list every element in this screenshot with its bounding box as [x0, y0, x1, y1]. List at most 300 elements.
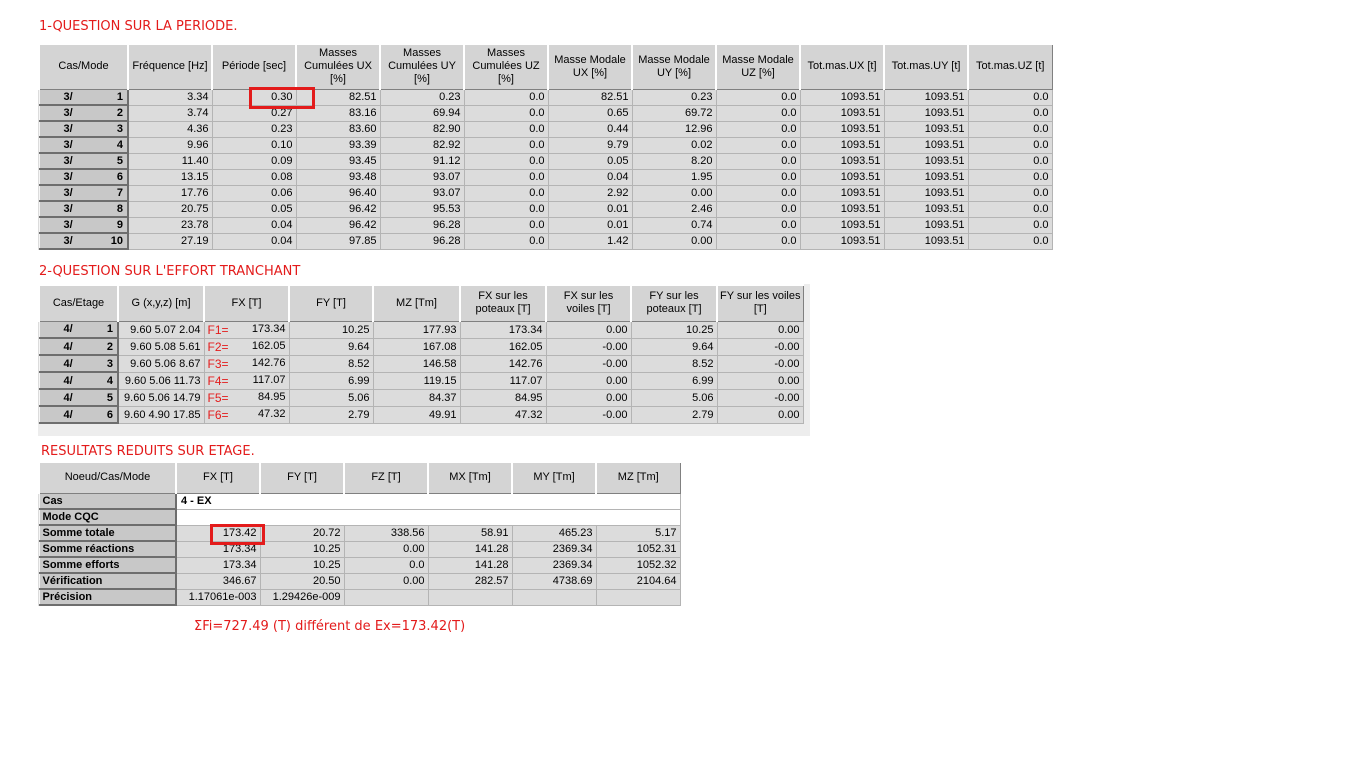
table-cell: 0.0 — [968, 217, 1052, 233]
mode-label: Mode CQC — [39, 509, 176, 525]
table-cell: 1093.51 — [884, 105, 968, 121]
table-cell: 1093.51 — [800, 217, 884, 233]
force-value: 117.07 — [252, 373, 286, 386]
row-label[interactable]: Somme réactions — [39, 541, 176, 557]
table-cell: 1093.51 — [800, 169, 884, 185]
table-cell: 9.96 — [128, 137, 212, 153]
table-cell: 49.91 — [373, 406, 460, 423]
row-case: 3/ — [63, 139, 73, 151]
table-cell: 1093.51 — [800, 153, 884, 169]
table-cell: 177.93 — [373, 321, 460, 338]
row-header[interactable] — [39, 406, 118, 423]
row-mode: 1 — [116, 90, 123, 103]
column-header[interactable]: MX [Tm] — [428, 462, 512, 493]
table-cell: 4.36 — [128, 121, 212, 137]
table-cell: 8.20 — [632, 153, 716, 169]
table-cell: 10.25 — [289, 321, 373, 338]
table-cell: 173.34 — [176, 541, 260, 557]
table-cell: 0.74 — [632, 217, 716, 233]
table-cell: 0.0 — [968, 233, 1052, 249]
table-header-row — [39, 44, 1052, 89]
table-cell: 0.0 — [968, 169, 1052, 185]
table-header-row — [39, 285, 803, 321]
row-case: 3/ — [63, 123, 73, 135]
column-header[interactable]: Période [sec] — [212, 44, 296, 89]
table-cell: 0.0 — [716, 217, 800, 233]
row-floor: 6 — [106, 408, 113, 421]
table-cell: 0.0 — [716, 89, 800, 105]
table-cell: 5.06 — [289, 389, 373, 406]
highlight-box-period — [249, 87, 315, 109]
fx-cell — [204, 338, 289, 355]
row-header[interactable] — [39, 105, 128, 121]
table-cell: 162.05 — [460, 338, 546, 355]
row-mode: 5 — [116, 155, 123, 167]
table-cell: 167.08 — [373, 338, 460, 355]
table-cell: 346.67 — [176, 573, 260, 589]
column-header[interactable]: Cas/Mode — [39, 44, 128, 89]
table-cell: 20.75 — [128, 201, 212, 217]
row-floor: 5 — [106, 391, 113, 404]
table-row — [39, 589, 680, 605]
row-header[interactable] — [39, 389, 118, 406]
table-cell: 0.00 — [717, 406, 803, 423]
table-cell: 47.32 — [460, 406, 546, 423]
mode-row — [39, 509, 680, 525]
table-cell: 93.07 — [380, 169, 464, 185]
table-cell: 0.00 — [546, 372, 631, 389]
row-header[interactable] — [39, 89, 128, 105]
centroid-cell: 9.60 5.06 14.79 — [118, 389, 204, 406]
column-header[interactable]: FY [T] — [289, 285, 373, 321]
table-cell: 282.57 — [428, 573, 512, 589]
table-cell: 141.28 — [428, 541, 512, 557]
table-cell: 0.0 — [464, 121, 548, 137]
table-cell: 1.42 — [548, 233, 632, 249]
reduced-results-table — [38, 461, 681, 606]
table-cell: 95.53 — [380, 201, 464, 217]
table-cell: 5.17 — [596, 525, 680, 541]
table-cell: 84.95 — [460, 389, 546, 406]
table-cell — [344, 589, 428, 605]
centroid-cell: 9.60 5.07 2.04 — [118, 321, 204, 338]
table-cell: 8.52 — [289, 355, 373, 372]
table-cell: 0.0 — [716, 233, 800, 249]
table-cell: 1093.51 — [884, 185, 968, 201]
table-cell: 1052.31 — [596, 541, 680, 557]
column-header[interactable]: FX sur les poteaux [T] — [460, 285, 546, 321]
column-header[interactable]: Cas/Etage — [39, 285, 118, 321]
column-header[interactable]: Fréquence [Hz] — [128, 44, 212, 89]
table-cell: 58.91 — [428, 525, 512, 541]
table-cell: 1.95 — [632, 169, 716, 185]
table-cell: 0.00 — [344, 541, 428, 557]
centroid-cell: 9.60 5.06 8.67 — [118, 355, 204, 372]
fx-cell — [204, 406, 289, 423]
force-label: F4= — [207, 373, 229, 388]
table-cell: 84.37 — [373, 389, 460, 406]
table-row — [39, 525, 680, 541]
force-label: F5= — [207, 390, 229, 405]
table-cell: 23.78 — [128, 217, 212, 233]
table-cell: 0.0 — [716, 105, 800, 121]
table-cell: 69.94 — [380, 105, 464, 121]
table-cell: 0.27 — [212, 105, 296, 121]
row-case: 3/ — [63, 235, 73, 247]
table-cell: 2.79 — [631, 406, 717, 423]
table-cell: 117.07 — [460, 372, 546, 389]
row-header[interactable] — [39, 153, 128, 169]
row-case: 4/ — [63, 340, 73, 353]
row-floor: 3 — [106, 357, 113, 370]
table-cell: 6.99 — [289, 372, 373, 389]
table-cell: 93.48 — [296, 169, 380, 185]
column-header[interactable]: Tot.mas.UZ [t] — [968, 44, 1052, 89]
table-cell: 0.00 — [344, 573, 428, 589]
table-cell: 0.0 — [716, 169, 800, 185]
table-cell: 27.19 — [128, 233, 212, 249]
table-cell: 142.76 — [460, 355, 546, 372]
table-cell: 0.00 — [632, 185, 716, 201]
table-cell: 9.64 — [631, 338, 717, 355]
table-row — [39, 573, 680, 589]
column-header[interactable]: Masse Modale UY [%] — [632, 44, 716, 89]
table-cell: 82.90 — [380, 121, 464, 137]
table-cell: 0.23 — [632, 89, 716, 105]
table-cell: 96.28 — [380, 233, 464, 249]
mode-value — [176, 509, 680, 525]
row-floor: 1 — [106, 323, 113, 336]
column-header[interactable]: G (x,y,z) [m] — [118, 285, 204, 321]
table-cell: 0.00 — [717, 372, 803, 389]
table-cell: 0.05 — [548, 153, 632, 169]
table-cell: 93.39 — [296, 137, 380, 153]
modal-analysis-table — [38, 43, 1053, 250]
row-case: 3/ — [63, 187, 73, 199]
table-cell: 96.42 — [296, 217, 380, 233]
row-label[interactable]: Somme efforts — [39, 557, 176, 573]
row-header[interactable] — [39, 355, 118, 372]
column-header[interactable]: Masses Cumulées UX [%] — [296, 44, 380, 89]
table-cell: 10.25 — [631, 321, 717, 338]
table-cell: 0.0 — [968, 137, 1052, 153]
table-cell: 0.65 — [548, 105, 632, 121]
force-label: F1= — [207, 322, 229, 337]
force-value: 47.32 — [257, 407, 286, 420]
table-cell: 4738.69 — [512, 573, 596, 589]
table-cell: 0.0 — [716, 137, 800, 153]
table-row — [39, 105, 1052, 121]
table-cell: -0.00 — [717, 355, 803, 372]
row-case: 3/ — [63, 155, 73, 167]
column-header[interactable]: FY sur les poteaux [T] — [631, 285, 717, 321]
table-cell: 1093.51 — [800, 185, 884, 201]
table-cell: 10.25 — [260, 557, 344, 573]
table-cell: 0.0 — [968, 105, 1052, 121]
row-header[interactable] — [39, 169, 128, 185]
force-label: F2= — [207, 339, 229, 354]
table-cell: 1093.51 — [884, 169, 968, 185]
table-header-row — [39, 462, 680, 493]
row-case: 4/ — [63, 374, 73, 387]
table-cell: 1093.51 — [800, 89, 884, 105]
table-cell: 82.92 — [380, 137, 464, 153]
table-cell: 9.79 — [548, 137, 632, 153]
row-case: 4/ — [63, 357, 73, 370]
table-cell: 1093.51 — [800, 201, 884, 217]
centroid-cell: 9.60 5.06 11.73 — [118, 372, 204, 389]
table-cell: 0.0 — [716, 185, 800, 201]
table-cell: 0.0 — [968, 201, 1052, 217]
row-header[interactable] — [39, 121, 128, 137]
table-cell: 1.29426e-009 — [260, 589, 344, 605]
table-cell: 82.51 — [296, 89, 380, 105]
table-cell: 83.60 — [296, 121, 380, 137]
table-cell: 1093.51 — [884, 153, 968, 169]
row-label[interactable]: Précision — [39, 589, 176, 605]
table-cell: 69.72 — [632, 105, 716, 121]
table-cell: 0.44 — [548, 121, 632, 137]
footnote-sum-comparison: ΣFi=727.49 (T) différent de Ex=173.42(T) — [194, 619, 466, 634]
force-value: 84.95 — [257, 390, 286, 403]
column-header[interactable]: FY sur les voiles [T] — [717, 285, 803, 321]
table-cell: 2.92 — [548, 185, 632, 201]
column-header[interactable]: FZ [T] — [344, 462, 428, 493]
table-cell: -0.00 — [546, 355, 631, 372]
table-cell: 10.25 — [260, 541, 344, 557]
table-row — [39, 355, 803, 372]
table-cell: 11.40 — [128, 153, 212, 169]
table-cell: 0.06 — [212, 185, 296, 201]
row-header[interactable] — [39, 217, 128, 233]
column-header[interactable]: FY [T] — [260, 462, 344, 493]
table-cell: 1093.51 — [800, 137, 884, 153]
table-row — [39, 137, 1052, 153]
row-case: 3/ — [63, 90, 73, 103]
force-label: F6= — [207, 407, 229, 422]
table-cell: 1093.51 — [884, 121, 968, 137]
row-case: 3/ — [63, 107, 73, 119]
row-floor: 2 — [106, 340, 113, 353]
table-cell: 119.15 — [373, 372, 460, 389]
table-cell: 0.0 — [464, 169, 548, 185]
table-cell: 96.42 — [296, 201, 380, 217]
table-row — [39, 372, 803, 389]
force-label: F3= — [207, 356, 229, 371]
cas-row — [39, 493, 680, 509]
fx-cell — [204, 321, 289, 338]
shear-force-table — [38, 284, 804, 424]
row-header[interactable] — [39, 338, 118, 355]
table-cell: 8.52 — [631, 355, 717, 372]
table-cell: 91.12 — [380, 153, 464, 169]
row-mode: 4 — [116, 139, 123, 151]
table-cell: 141.28 — [428, 557, 512, 573]
table-cell: 173.34 — [460, 321, 546, 338]
table-cell: 93.45 — [296, 153, 380, 169]
table-cell: 0.0 — [716, 201, 800, 217]
table-cell: 0.23 — [380, 89, 464, 105]
table-cell — [596, 589, 680, 605]
column-header[interactable]: FX [T] — [204, 285, 289, 321]
section2-title: 2-QUESTION SUR L'EFFORT TRANCHANT — [39, 264, 301, 279]
row-case: 4/ — [63, 391, 73, 404]
row-mode: 6 — [116, 171, 123, 183]
table-cell: 338.56 — [344, 525, 428, 541]
table-cell: 17.76 — [128, 185, 212, 201]
table-cell: 1093.51 — [884, 233, 968, 249]
table-cell: 0.02 — [632, 137, 716, 153]
table-row — [39, 557, 680, 573]
table-cell: 5.06 — [631, 389, 717, 406]
centroid-cell: 9.60 4.90 17.85 — [118, 406, 204, 423]
table-cell: 9.64 — [289, 338, 373, 355]
table-cell: 1093.51 — [800, 121, 884, 137]
table-cell: 0.0 — [464, 105, 548, 121]
table-cell: 13.15 — [128, 169, 212, 185]
table-cell: 1093.51 — [884, 137, 968, 153]
row-case: 3/ — [63, 219, 73, 231]
table-cell: 0.0 — [464, 153, 548, 169]
table-row — [39, 89, 1052, 105]
table-row — [39, 389, 803, 406]
force-value: 142.76 — [251, 356, 286, 369]
row-case: 3/ — [63, 203, 73, 215]
table-cell: 1093.51 — [884, 217, 968, 233]
table-cell: 0.04 — [212, 233, 296, 249]
row-header[interactable] — [39, 201, 128, 217]
table-cell: 0.00 — [546, 321, 631, 338]
table-cell — [428, 589, 512, 605]
row-header[interactable] — [39, 321, 118, 338]
row-header[interactable] — [39, 372, 118, 389]
table-cell: 6.99 — [631, 372, 717, 389]
table-row — [39, 201, 1052, 217]
table-cell: 0.09 — [212, 153, 296, 169]
column-header[interactable]: Noeud/Cas/Mode — [39, 462, 176, 493]
table-cell: 0.0 — [464, 233, 548, 249]
table-cell: -0.00 — [717, 338, 803, 355]
fx-cell — [204, 389, 289, 406]
force-value: 173.34 — [251, 322, 286, 335]
table-cell: -0.00 — [546, 338, 631, 355]
row-mode: 8 — [116, 203, 123, 215]
table-cell: 20.72 — [260, 525, 344, 541]
table-row — [39, 185, 1052, 201]
column-header[interactable]: Tot.mas.UX [t] — [800, 44, 884, 89]
table-cell: 0.23 — [212, 121, 296, 137]
row-header[interactable] — [39, 233, 128, 249]
table-cell: 97.85 — [296, 233, 380, 249]
table-cell: 0.0 — [464, 217, 548, 233]
table-cell: 0.00 — [632, 233, 716, 249]
highlight-box-somme-totale — [210, 524, 265, 545]
table-row — [39, 121, 1052, 137]
table-row — [39, 169, 1052, 185]
column-header[interactable]: Masses Cumulées UY [%] — [380, 44, 464, 89]
table-cell: 0.10 — [212, 137, 296, 153]
table-cell: 2104.64 — [596, 573, 680, 589]
table-cell: 1.17061e-003 — [176, 589, 260, 605]
row-case: 4/ — [63, 408, 73, 421]
table-cell: 0.0 — [968, 153, 1052, 169]
row-case: 4/ — [63, 323, 73, 336]
table-cell: 0.0 — [344, 557, 428, 573]
table-row — [39, 338, 803, 355]
table-cell: 0.00 — [546, 389, 631, 406]
column-header[interactable]: Masses Cumulées UZ [%] — [464, 44, 548, 89]
table-cell: 0.01 — [548, 217, 632, 233]
table-row — [39, 217, 1052, 233]
column-header[interactable]: FX sur les voiles [T] — [546, 285, 631, 321]
table-cell: 2.79 — [289, 406, 373, 423]
column-header[interactable]: Tot.mas.UY [t] — [884, 44, 968, 89]
table-cell: 96.28 — [380, 217, 464, 233]
table-cell: 0.30 — [212, 89, 296, 105]
column-header[interactable]: MZ [Tm] — [373, 285, 460, 321]
table-cell: 1093.51 — [884, 89, 968, 105]
row-mode: 9 — [116, 219, 123, 231]
table-cell: 0.0 — [968, 121, 1052, 137]
table-cell: 0.08 — [212, 169, 296, 185]
row-header[interactable] — [39, 185, 128, 201]
table-cell: 83.16 — [296, 105, 380, 121]
section1-title: 1-QUESTION SUR LA PERIODE. — [39, 19, 238, 34]
fx-cell — [204, 372, 289, 389]
table-cell: 20.50 — [260, 573, 344, 589]
table-cell: 0.0 — [716, 153, 800, 169]
table-cell: 0.00 — [717, 321, 803, 338]
table-row — [39, 233, 1052, 249]
table-cell: -0.00 — [546, 406, 631, 423]
table-cell: 0.05 — [212, 201, 296, 217]
fx-cell — [204, 355, 289, 372]
table-cell: 0.0 — [968, 89, 1052, 105]
table-cell: 3.74 — [128, 105, 212, 121]
row-case: 3/ — [63, 171, 73, 183]
table-cell: 1052.32 — [596, 557, 680, 573]
section3-title: RESULTATS REDUITS SUR ETAGE. — [41, 444, 255, 459]
column-header[interactable]: Masse Modale UX [%] — [548, 44, 632, 89]
column-header[interactable]: FX [T] — [176, 462, 260, 493]
table-cell: 0.04 — [212, 217, 296, 233]
table-cell: 0.0 — [464, 137, 548, 153]
table-cell: 12.96 — [632, 121, 716, 137]
table-cell: -0.00 — [717, 389, 803, 406]
table-cell: 96.40 — [296, 185, 380, 201]
row-mode: 3 — [116, 123, 123, 135]
cas-label: Cas — [39, 493, 176, 509]
table-row — [39, 153, 1052, 169]
table-cell: 146.58 — [373, 355, 460, 372]
row-mode: 7 — [116, 187, 123, 199]
column-header[interactable]: MZ [Tm] — [596, 462, 680, 493]
table-cell: 93.07 — [380, 185, 464, 201]
column-header[interactable]: MY [Tm] — [512, 462, 596, 493]
table-cell: 0.0 — [716, 121, 800, 137]
column-header[interactable]: Masse Modale UZ [%] — [716, 44, 800, 89]
row-header[interactable] — [39, 137, 128, 153]
table-cell: 2369.34 — [512, 557, 596, 573]
table-cell: 0.0 — [464, 185, 548, 201]
row-label[interactable]: Somme totale — [39, 525, 176, 541]
row-label[interactable]: Vérification — [39, 573, 176, 589]
table-cell: 82.51 — [548, 89, 632, 105]
table-cell: 2369.34 — [512, 541, 596, 557]
table-cell: 0.0 — [464, 201, 548, 217]
table-cell — [512, 589, 596, 605]
table-cell: 173.34 — [176, 557, 260, 573]
